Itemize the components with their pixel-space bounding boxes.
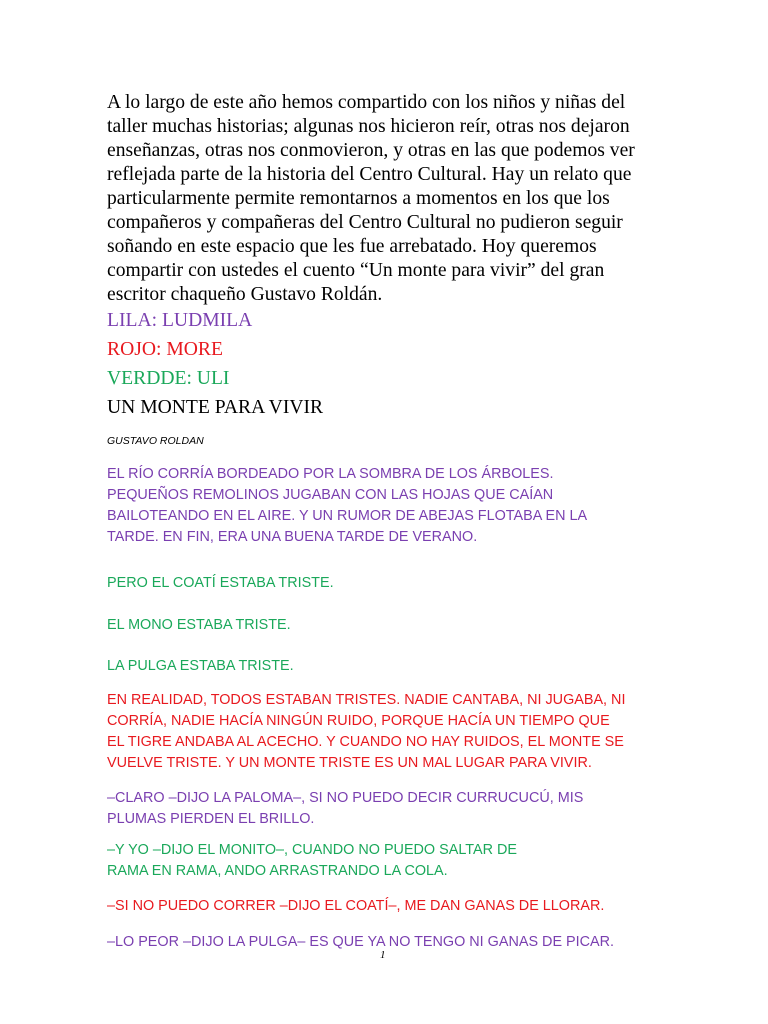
story-line: TARDE. EN FIN, ERA UNA BUENA TARDE DE VERANO. [107,529,478,545]
intro-line: enseñanzas, otras nos conmovieron, y otras en las que podemos ver [107,140,635,161]
story-title: UN MONTE PARA VIVIR [107,397,324,418]
story-paragraph [107,840,517,882]
story-line: –SI NO PUEDO CORRER –DIJO EL COATÍ–, ME DAN GANAS DE LLORAR. [107,898,605,914]
role-rojo: ROJO: MORE [107,339,223,360]
story-line: PEQUEÑOS REMOLINOS JUGABAN CON LAS HOJAS QUE CAÍAN [107,487,554,503]
story-paragraph [107,690,625,774]
story-line: –CLARO –DIJO LA PALOMA–, SI NO PUEDO DECIR CURRUCUCÚ, MIS [107,790,584,806]
story-line: EL MONO ESTABA TRISTE. [107,617,291,633]
intro-line: compañeros y compañeras del Centro Cultural no pudieron seguir [107,212,623,233]
story-line: BAILOTEANDO EN EL AIRE. Y UN RUMOR DE ABEJAS FLOTABA EN LA [107,508,588,524]
story-paragraph [107,788,583,830]
story-line: –Y YO –DIJO EL MONITO–, CUANDO NO PUEDO SALTAR DE [107,842,517,858]
intro-line: compartir con ustedes el cuento “Un monte para vivir” del gran [107,260,605,281]
intro-line: soñando en este espacio que les fue arrebatado. Hoy queremos [107,236,597,257]
story-paragraph [107,932,614,953]
author-name: GUSTAVO ROLDAN [107,435,204,447]
story-line: EN REALIDAD, TODOS ESTABAN TRISTES. NADIE CANTABA, NI JUGABA, NI [107,692,626,708]
role-verde: VERDDE: ULI [107,368,230,389]
story-line: PERO EL COATÍ ESTABA TRISTE. [107,575,334,591]
story-line: VUELVE TRISTE. Y UN MONTE TRISTE ES UN MAL LUGAR PARA VIVIR. [107,755,592,771]
story-paragraph [107,896,604,917]
page-number: 1 [380,949,386,961]
story-paragraph [107,573,334,594]
role-lila: LILA: LUDMILA [107,310,253,331]
story-line: –LO PEOR –DIJO LA PULGA– ES QUE YA NO TENGO NI GANAS DE PICAR. [107,934,615,950]
story-line: RAMA EN RAMA, ANDO ARRASTRANDO LA COLA. [107,863,448,879]
intro-line: reflejada parte de la historia del Centro Cultural. Hay un relato que [107,164,632,185]
intro-paragraph [107,91,667,307]
story-line: LA PULGA ESTABA TRISTE. [107,658,294,674]
story-line: EL TIGRE ANDABA AL ACECHO. Y CUANDO NO HAY RUIDOS, EL MONTE SE [107,734,624,750]
intro-line: escritor chaqueño Gustavo Roldán. [107,284,383,305]
intro-line: A lo largo de este año hemos compartido con los niños y niñas del [107,92,626,113]
story-line: CORRÍA, NADIE HACÍA NINGÚN RUIDO, PORQUE HACÍA UN TIEMPO QUE [107,713,610,729]
story-paragraph [107,464,587,548]
intro-line: particularmente permite remontarnos a momentos en los que los [107,188,610,209]
story-paragraph [107,615,291,636]
story-line: PLUMAS PIERDEN EL BRILLO. [107,811,315,827]
story-line: EL RÍO CORRÍA BORDEADO POR LA SOMBRA DE LOS ÁRBOLES. [107,466,554,482]
story-paragraph [107,656,294,677]
intro-line: taller muchas historias; algunas nos hicieron reír, otras nos dejaron [107,116,630,137]
